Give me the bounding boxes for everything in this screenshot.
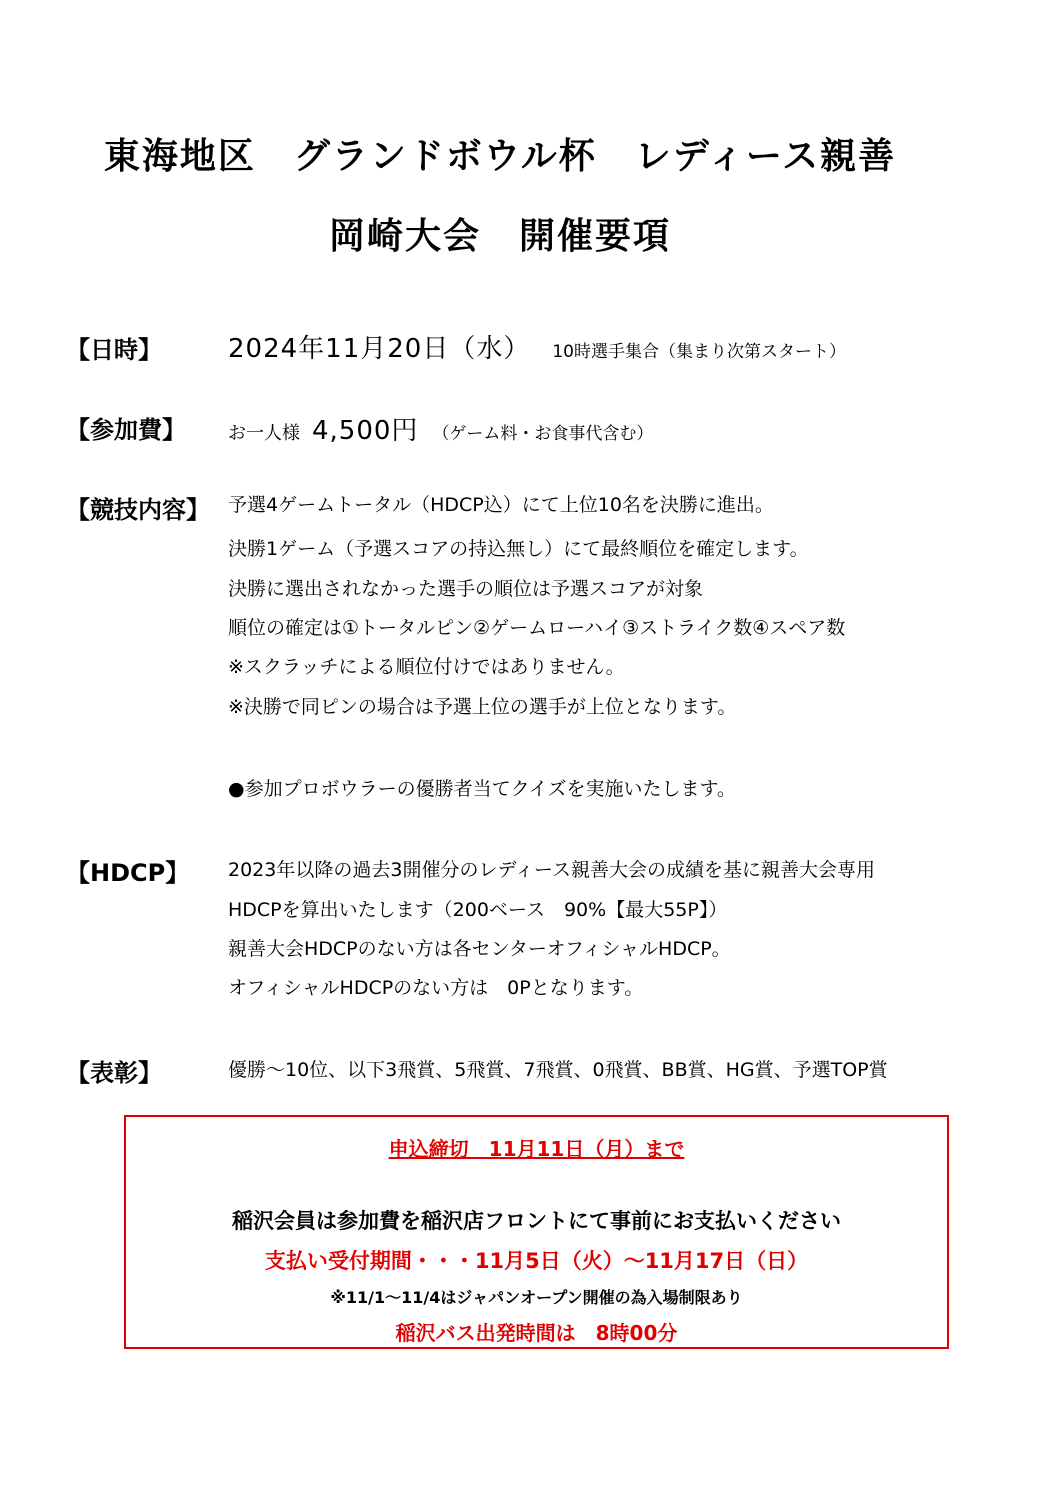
hdcp-label: 【HDCP】 <box>66 859 190 887</box>
award-label: 【表彰】 <box>66 1059 162 1087</box>
hdcp-line: 2023年以降の過去3開催分のレディース親善大会の成績を基に親善大会専用 <box>228 859 875 881</box>
fee-prefix: お一人様 <box>228 423 300 444</box>
competition-line: ※決勝で同ピンの場合は予選上位の選手が上位となります。 <box>228 696 737 718</box>
restriction-note: ※11/1～11/4はジャパンオープン開催の為入場制限あり <box>330 1288 743 1307</box>
competition-line: 決勝に選出されなかった選手の順位は予選スコアが対象 <box>228 578 704 600</box>
hdcp-line: 親善大会HDCPのない方は各センターオフィシャルHDCP。 <box>228 938 731 960</box>
bus-departure: 稲沢バス出発時間は 8時00分 <box>395 1321 678 1345</box>
quiz-note: ●参加プロボウラーの優勝者当てクイズを実施いたします。 <box>228 778 736 800</box>
hdcp-line: HDCPを算出いたします（200ベース 90%【最大55P】） <box>228 899 728 921</box>
competition-line: 順位の確定は①トータルピン②ゲームローハイ③ストライク数④スペア数 <box>228 617 846 639</box>
deadline-text: 申込締切 11月11日（月）まで <box>388 1137 685 1161</box>
competition-line: ※スクラッチによる順位付けではありません。 <box>228 656 625 678</box>
fee-note: （ゲーム料・お食事代含む） <box>432 424 654 444</box>
fee-row <box>228 410 653 447</box>
payment-text: 稲沢会員は参加費を稲沢店フロントにて事前にお支払いください <box>232 1209 841 1233</box>
date-label: 【日時】 <box>66 336 162 364</box>
notice-box <box>124 1115 949 1349</box>
title-line-2: 岡崎大会 開催要項 <box>328 216 671 257</box>
hdcp-line: オフィシャルHDCPのない方は 0Pとなります。 <box>228 977 644 999</box>
fee-amount: 4,500円 <box>312 416 419 446</box>
competition-line: 決勝1ゲーム（予選スコアの持込無し）にて最終順位を確定します。 <box>228 538 809 560</box>
date-value: 2024年11月20日（水） <box>228 334 531 364</box>
payment-period: 支払い受付期間・・・11月5日（火）～11月17日（日） <box>264 1249 809 1273</box>
award-text: 優勝～10位、以下3飛賞、5飛賞、7飛賞、0飛賞、BB賞、HG賞、予選TOP賞 <box>228 1059 888 1081</box>
competition-label: 【競技内容】 <box>66 496 210 524</box>
date-row <box>228 328 846 365</box>
competition-line: 予選4ゲームトータル（HDCP込）にて上位10名を決勝に進出。 <box>228 494 774 516</box>
title-line-1: 東海地区 グランドボウル杯 レディース親善 <box>103 136 897 177</box>
date-note: 10時選手集合（集まり次第スタート） <box>552 342 846 362</box>
fee-label: 【参加費】 <box>66 416 186 444</box>
